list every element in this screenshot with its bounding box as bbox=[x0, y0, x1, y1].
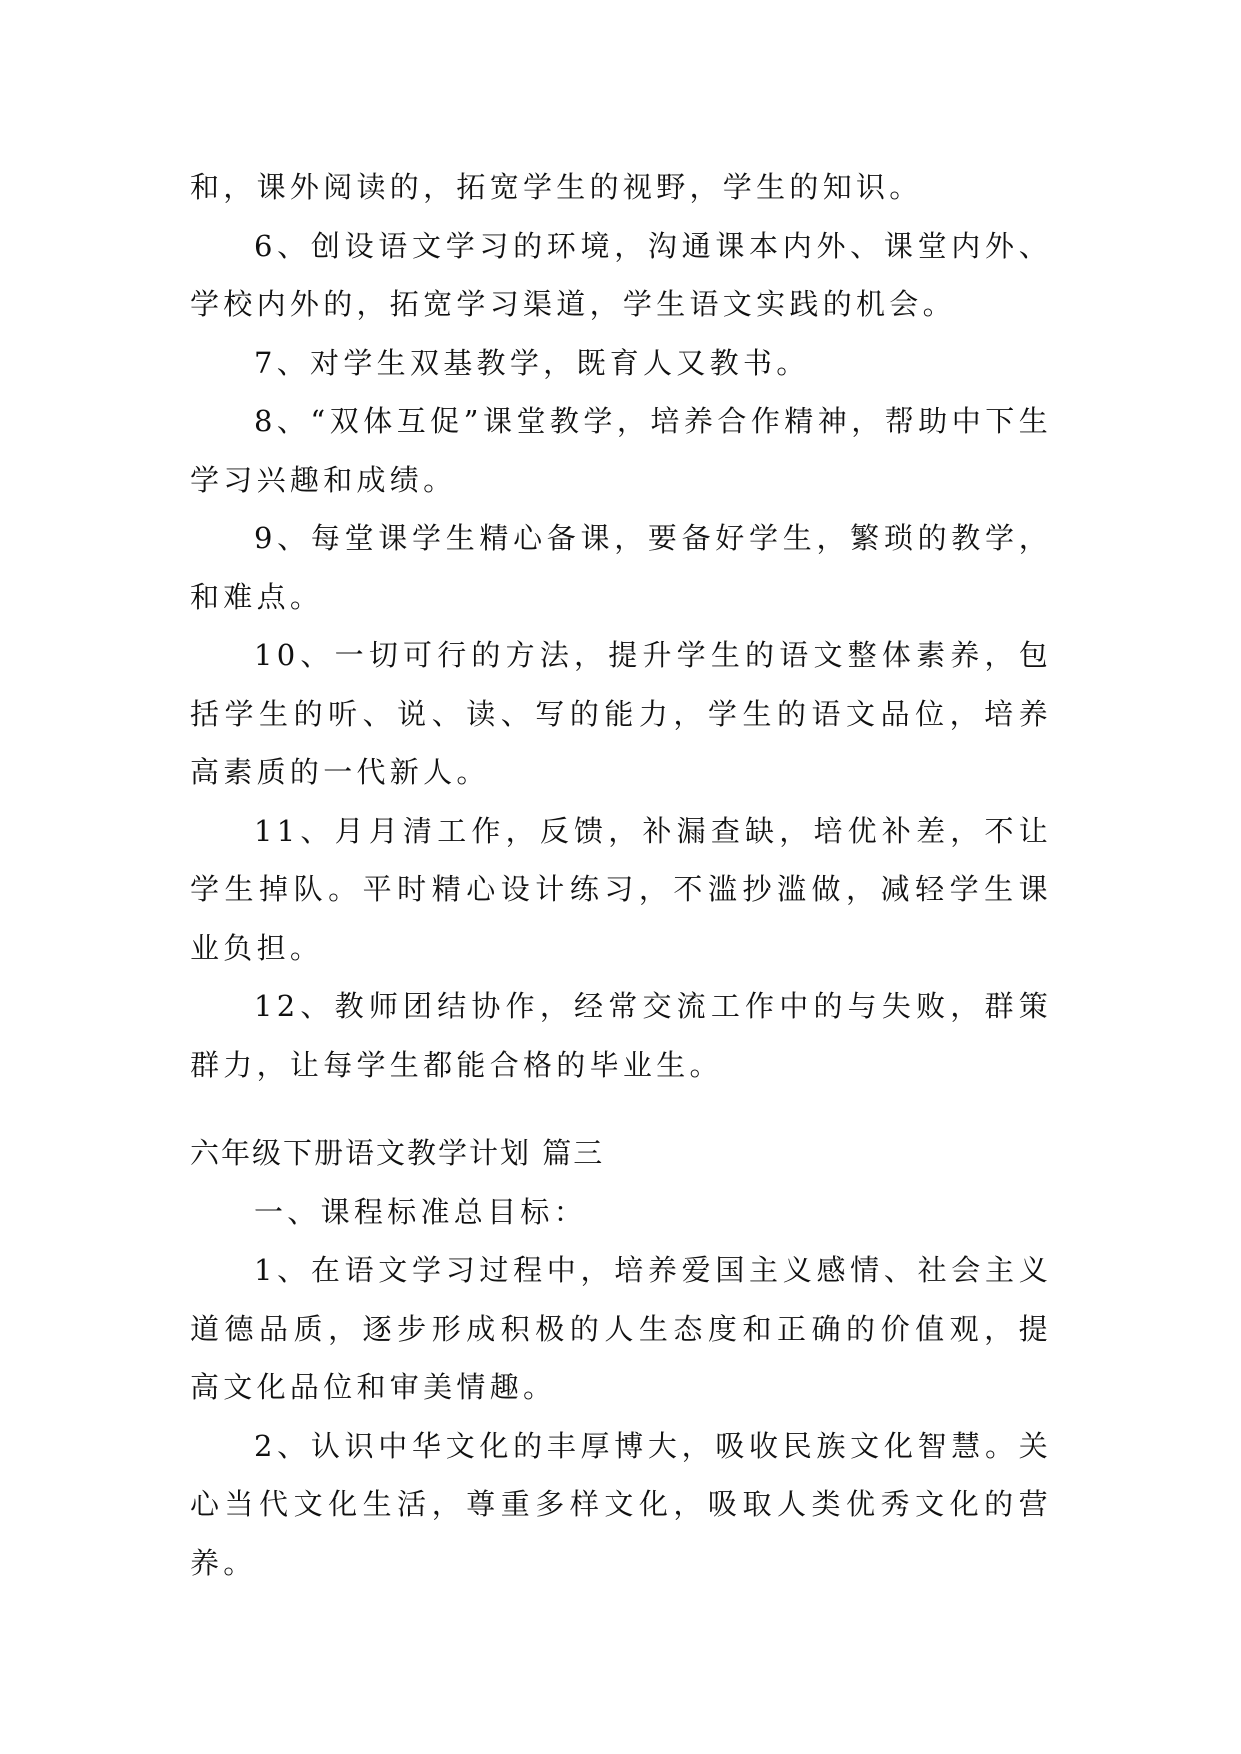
paragraph-goal-2: 2、认识中华文化的丰厚博大，吸收民族文化智慧。关心当代文化生活，尊重多样文化，吸取人类优秀文化的营养。 bbox=[190, 1428, 1052, 1580]
paragraph-item-10: 10、一切可行的方法，提升学生的语文整体素养，包括学生的听、说、读、写的能力，学生的语文品位，培养高素质的一代新人。 bbox=[190, 638, 1052, 789]
section-spacer bbox=[190, 1094, 1052, 1124]
section-heading: 六年级下册语文教学计划 篇三 bbox=[190, 1136, 605, 1170]
paragraph-subheading: 一、课程标准总目标： bbox=[254, 1194, 588, 1229]
paragraph-item-9: 9、每堂课学生精心备课，要备好学生，繁琐的教学，和难点。 bbox=[190, 521, 1052, 614]
paragraph-item-7: 7、对学生双基教学，既育人又教书。 bbox=[254, 345, 810, 380]
paragraph-item-11: 11、月月清工作，反馈，补漏查缺，培优补差，不让学生掉队。平时精心设计练习，不滥抄滥做，减轻学生课业负担。 bbox=[190, 813, 1052, 965]
paragraph-item-12: 12、教师团结协作，经常交流工作中的与失败，群策群力，让每学生都能合格的毕业生。 bbox=[190, 989, 1052, 1082]
paragraph-continuation: 和，课外阅读的，拓宽学生的视野，学生的知识。 bbox=[190, 170, 923, 204]
paragraph-item-6: 6、创设语文学习的环境，沟通课本内外、课堂内外、学校内外的，拓宽学习渠道，学生语文实践的机会。 bbox=[190, 228, 1052, 321]
document-body bbox=[190, 158, 1052, 1592]
paragraph-goal-1: 1、在语文学习过程中，培养爱国主义感情、社会主义道德品质，逐步形成积极的人生态度和正确的价值观，提高文化品位和审美情趣。 bbox=[190, 1253, 1052, 1404]
paragraph-item-8: 8、“双体互促”课堂教学，培养合作精神，帮助中下生学习兴趣和成绩。 bbox=[190, 404, 1052, 497]
